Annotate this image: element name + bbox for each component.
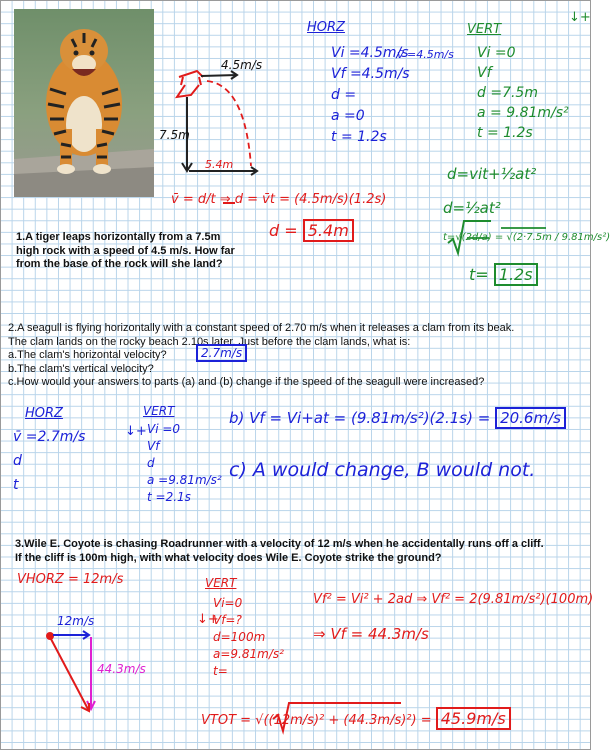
problem-3-line2: If the cliff is 100m high, with what velocity does Wile E. Coyote strike the ground? [15,551,442,564]
problem-1-text: 1.A tiger leaps horizontally from a 7.5m high rock with a speed of 4.5 m/s. How far from the base of the rock will she land? [16,231,235,270]
p1-answer-box: 5.4m [303,219,354,242]
problem-2 [8,322,588,390]
horz-list-2 [13,425,85,497]
p3-a: a=9.81m/s² [213,647,284,661]
horizontal-velocity-arrow [53,631,89,639]
p3-t: t= [213,664,228,678]
vert-heading-1: VERT [467,22,502,37]
problem-2-line2: The clam lands on the rocky beach 2.10s later. Just before the clam lands, what is: [8,335,411,348]
vertical-velocity-arrow [87,637,95,709]
problem-2-line1: 2.A seagull is flying horizontally with a constant speed of 2.70 m/s when it releases a clam from its beak. [8,322,515,334]
p2-part-c-answer: c) A would change, B would not. [229,459,536,481]
diagram-speed-label: 4.5m/s [221,58,263,72]
diagram-height-label: 7.5m [159,128,190,142]
p1-answer-label: d = [269,221,298,240]
vert-vf: Vf [477,65,492,81]
p2-vbar: v̄ =2.7m/s [13,429,86,445]
p3-equation-2: ⇒ Vf = 44.3m/s [313,625,429,643]
p2-answer-a-box: 2.7m/s [196,344,247,362]
average-velocity-1: v̄ =4.5m/s [397,48,454,61]
horz-heading-2: HORZ [25,406,63,421]
horz-vi: Vi =4.5m/s [331,45,409,61]
coyote-point [46,632,54,640]
p2-b-eq: b) Vf = Vi+at = (9.81m/s²)(2.1s) = [229,409,491,427]
green-answer-box: 1.2s [494,263,538,286]
problem-2-part-c: c.How would your answers to parts (a) and (b) change if the speed of the seagull were increased? [8,376,485,388]
launch-arrow [201,71,237,79]
diag-side-label: 44.3m/s [97,662,146,676]
problem-3-line1: 3.Wile E. Coyote is chasing Roadrunner with a velocity of 12 m/s when he accidentally runs off a cliff. [15,538,544,550]
resultant-velocity-arrow [51,639,89,711]
vert-d: d =7.5m [477,85,538,101]
tiger-diagram [177,71,203,97]
positive-down-arrow-2: ↓+ [125,424,147,439]
horz-d: d = [331,87,357,103]
p3-total-answer-box: 45.9m/s [436,707,511,730]
problem-2-part-a: a.The clam's horizontal velocity? [8,349,167,361]
vert-list-3 [213,595,284,680]
p2-a: a =9.81m/s² [147,473,222,487]
p2-t: t [13,477,19,493]
p1-answer [269,223,354,239]
horz-vf: Vf =4.5m/s [331,66,410,82]
p2-vf: Vf [147,439,160,453]
problem-2-part-b: b.The clam's vertical velocity? [8,362,154,375]
p2-answer-a [196,347,247,359]
green-eq-2: d=½at² [443,199,501,217]
vert-vi: Vi =0 [477,45,516,61]
p2-vi: Vi =0 [147,422,181,436]
vert-a: a = 9.81m/s² [477,105,569,121]
positive-down-arrow-1: ↓+ [569,10,591,25]
diag-top-label: 12m/s [57,614,95,628]
p3-vf: Vf=? [213,613,242,627]
problem-1 [16,231,241,272]
v-horz-label: VHORZ = 12m/s [17,572,124,587]
vert-heading-2: VERT [143,404,175,418]
problem-3 [15,538,585,565]
p2-part-b-equation [229,411,566,426]
p3-total-velocity [201,711,511,727]
horz-t: t = 1.2s [331,129,387,145]
p3-total-eq: VTOT = √((12m/s)² + (44.3m/s)²) = [201,713,432,728]
vert-list-2 [147,421,222,506]
horz-a: a =0 [331,108,365,124]
vert-heading-3: VERT [205,576,237,590]
p2-vd: d [147,456,155,470]
green-eq-1: d=vit+½at² [447,165,537,183]
vert-list-1 [477,43,569,143]
green-answer-label: t= [469,265,489,284]
trajectory-curve [207,81,251,166]
vert-t: t = 1.2s [477,125,533,141]
p2-vt: t =2.1s [147,490,191,504]
p1-equation: v̄ = d/t ⇒ d = v̄t = (4.5m/s)(1.2s) [171,192,387,207]
p3-vi: Vi=0 [213,596,243,610]
positive-down-arrow-3: ↓+ [197,612,219,627]
diagram-distance-label: 5.4m [205,158,234,171]
green-eq-3: t=√(2d/a) = √(2·7.5m / 9.81m/s²) [443,232,610,243]
p3-d: d=100m [213,630,266,644]
p3-equation-1: Vf² = Vi² + 2ad ⇒ Vf² = 2(9.81m/s²)(100m) [313,592,594,607]
green-answer [469,267,538,283]
p2-d: d [13,453,22,469]
p2-b-answer-box: 20.6m/s [495,407,566,429]
horz-heading-1: HORZ [307,20,345,35]
